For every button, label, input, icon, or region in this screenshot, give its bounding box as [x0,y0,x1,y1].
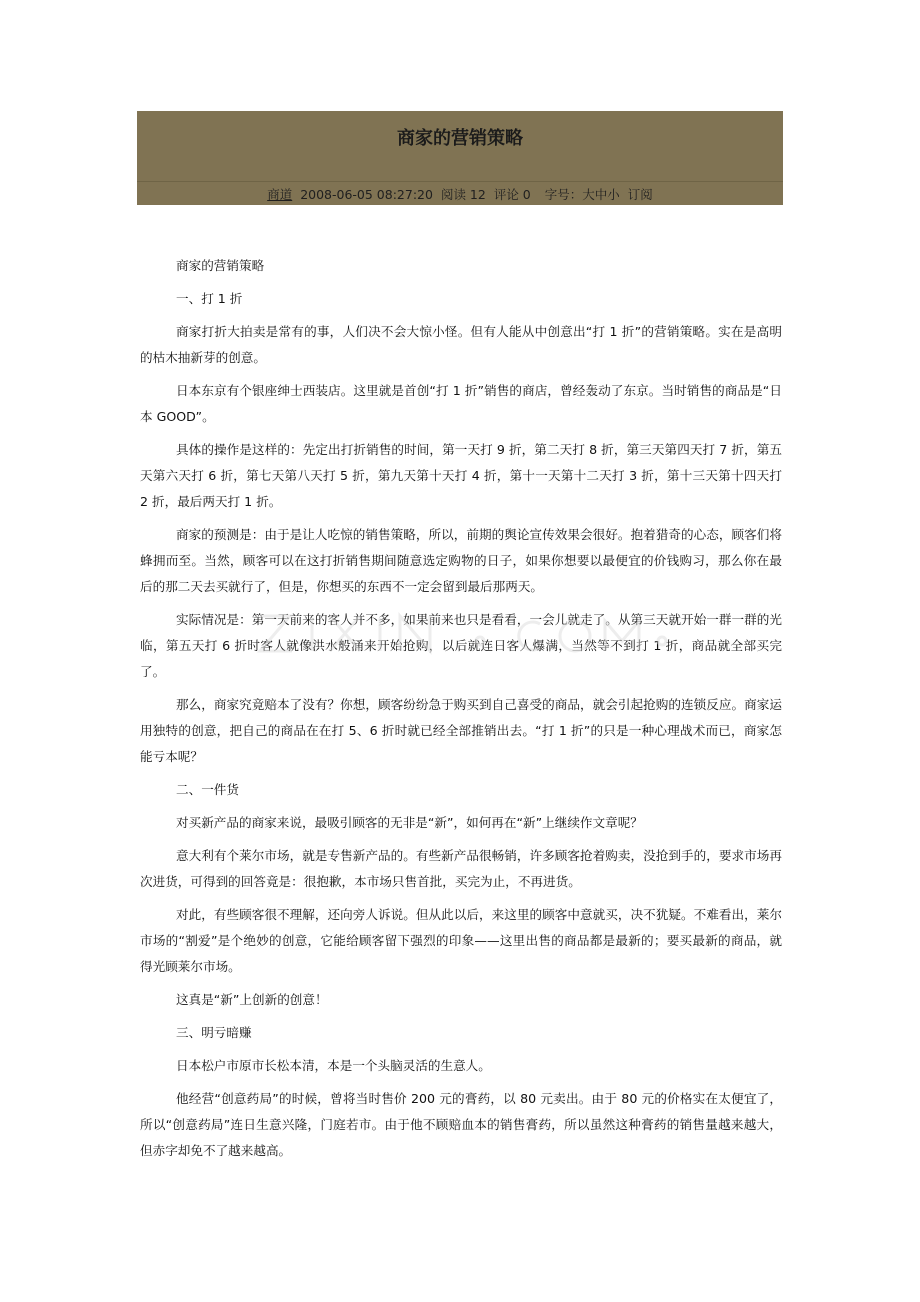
article-body [140,253,782,1171]
paragraph: 商家打折大拍卖是常有的事，人们决不会大惊小怪。但有人能从中创意出“打 1 折”的营销策略。实在是高明的枯木抽新芽的创意。 [140,324,782,365]
post-datetime: 2008-06-05 08:27:20 [300,187,433,202]
article-subtitle: 商家的营销策略 [176,258,265,273]
paragraph: 对此，有些顾客很不理解，还向旁人诉说。但从此以后，来这里的顾客中意就买，决不犹疑。不难看出，莱尔市场的“割爱”是个绝妙的创意，它能给顾客留下强烈的印象——这里出售的商品都是最新的；要买最新的商品，就得光顾莱尔市场。 [140,907,782,974]
paragraph: 那么，商家究竟赔本了没有？你想，顾客纷纷急于购买到自己喜受的商品，就会引起抢购的连锁反应。商家运用独特的创意，把自己的商品在在打 5、6 折时就已经全部推销出去。“打 1 折”的只是一种心理战术而已，商家怎能亏本呢？ [140,697,782,764]
section-heading: 一、打 1 折 [176,291,243,306]
paragraph: 他经营“创意药局”的时候，曾将当时售价 200 元的膏药，以 80 元卖出。由于 80 元的价格实在太便宜了，所以“创意药局”连日生意兴隆，门庭若市。由于他不顾赔血本的销售膏药，所以虽然这种膏药的销售量越来越大，但赤字却免不了越来越高。 [140,1091,782,1158]
paragraph: 意大利有个莱尔市场，就是专售新产品的。有些新产品很畅销，许多顾客抢着购卖，没抢到手的，要求市场再次进货，可得到的回答竟是：很抱歉，本市场只售首批，买完为止，不再进货。 [140,848,782,889]
paragraph: 商家的预测是：由于是让人吃惊的销售策略，所以，前期的舆论宣传效果会很好。抱着猎奇的心态，顾客们将蜂拥而至。当然，顾客可以在这打折销售期间随意选定购物的日子，如果你想要以最便宜的价钱购习，那么你在最后的那二天去买就行了，但是，你想买的东西不一定会留到最后那两天。 [140,527,782,594]
category-link[interactable]: 商道 [267,187,293,202]
section-heading: 二、一件货 [176,782,239,797]
article-title: 商家的营销策略 [397,128,523,149]
paragraph: 日本东京有个银座绅士西装店。这里就是首创“打 1 折”销售的商店，曾经轰动了东京。当时销售的商品是“日本 GOOD”。 [140,383,782,424]
font-size-large-button[interactable]: 大 [582,187,595,202]
comment-count[interactable]: 评论 0 [493,187,531,202]
article-header [137,111,783,205]
header-divider [137,181,783,182]
paragraph: 这真是“新”上创新的创意！ [176,992,328,1007]
paragraph: 对买新产品的商家来说，最吸引顾客的无非是“新”，如何再在“新”上继续作文章呢？ [176,815,643,830]
paragraph: 实际情况是：第一天前来的客人并不多，如果前来也只是看看，一会儿就走了。从第三天就开始一群一群的光临，第五天打 6 折时客人就像洪水般涌来开始抢购，以后就连日客人爆满，当然等不到打 1 折，商品就全部买完了。 [140,612,782,679]
font-size-label: 字号： [544,187,583,202]
paragraph: 具体的操作是这样的：先定出打折销售的时间，第一天打 9 折，第二天打 8 折，第三天第四天打 7 折，第五天第六天打 6 折，第七天第八天打 5 折，第九天第十天打 4 折，第十一天第十二天打 3 折，第十三天第十四天打 2 折，最后两天打 1 折。 [140,442,782,509]
font-size-medium-button[interactable]: 中 [594,187,608,202]
paragraph: 日本松户市原市长松本清，本是一个头脑灵活的生意人。 [176,1058,491,1073]
article-meta [137,185,783,203]
subscribe-link[interactable]: 订阅 [627,187,653,202]
font-size-small-button[interactable]: 小 [607,187,620,202]
read-count: 阅读 12 [440,187,486,202]
section-heading: 三、明亏暗赚 [176,1025,252,1040]
